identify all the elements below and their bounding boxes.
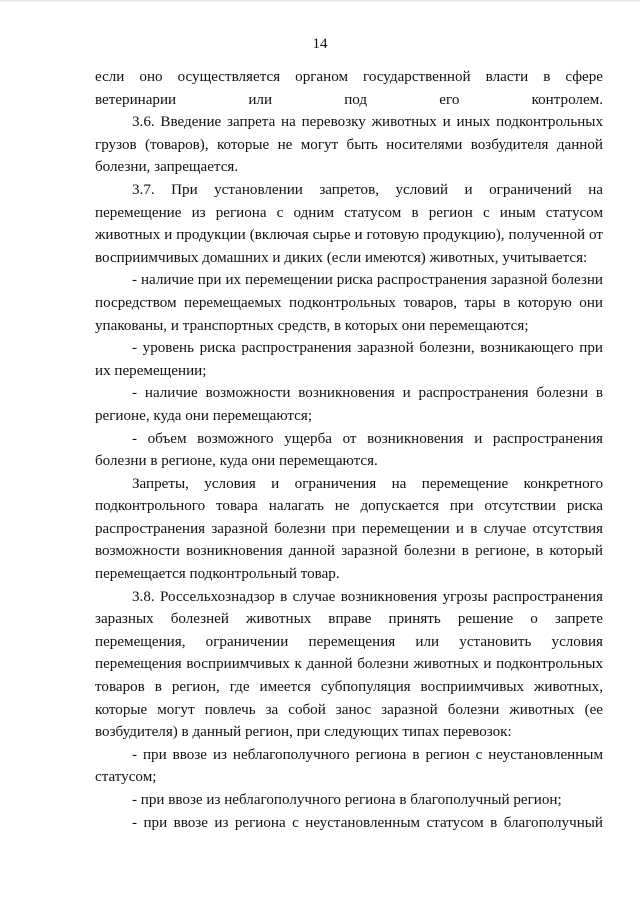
list-item-risk: - наличие при их перемещении риска распространения заразной болезни посредством перемещаемых подконтрольных товаров, тары в которую они упакованы, и транспортных средств, в которых они перемещаются;	[95, 272, 603, 334]
list-item-risk-level: - уровень риска распространения заразной болезни, возникающего при их перемещении;	[95, 340, 603, 379]
page-number: 14	[312, 36, 328, 52]
list-item-import-favorable: - при ввозе из неблагополучного региона в благополучный регион;	[132, 792, 562, 808]
paragraph-3-8: 3.8. Россельхознадзор в случае возникновения угрозы распространения заразных болезней животных вправе принять решение о запрете перемещения, ограничении перемещения или установить условия перемещения восприимчивых к данной болезни животных и подконтрольных товаров в регион, где имеется субпопуляция восприимчивых животных, которые могут повлечь за собой занос заразной болезни животных (ее возбудителя) в данный регион, при следующих типах перевозок:	[95, 588, 603, 741]
paragraph-3-7: 3.7. При установлении запретов, условий и ограничений на перемещение из региона с одним статусом в регион с иным статусом животных и продукции (включая сырье и готовую продукцию), полученной от восприимчивых домашних и диких (если имеются) животных, учитывается:	[95, 181, 603, 266]
list-item-possibility: - наличие возможности возникновения и распространения болезни в регионе, куда они перемещаются;	[95, 385, 603, 424]
document-body	[95, 66, 603, 834]
list-item-damage: - объем возможного ущерба от возникновения и распространения болезни в регионе, куда они перемещаются.	[95, 430, 603, 470]
list-item-import-unknown: - при ввозе из неблагополучного региона в регион с неустановленным статусом;	[95, 746, 603, 786]
paragraph-prohibitions: Запреты, условия и ограничения на перемещение конкретного подконтрольного товара налагать не допускается при отсутствии риска распространения заразной болезни при перемещении и в случае отсутствия возможности возникновения данной заразной болезни в регионе, в который перемещается подконтрольный товар.	[95, 475, 603, 583]
scan-edge	[0, 0, 640, 2]
paragraph-3-6: 3.6. Введение запрета на перевозку животных и иных подконтрольных грузов (товаров), которые не могут быть носителями возбудителя данной болезни, запрещается.	[95, 114, 603, 176]
list-item-import-cut: - при ввозе из региона с неустановленным статусом в благополучный	[132, 814, 603, 831]
paragraph-continuation: если оно осуществляется органом государственной власти в сфере ветеринарии или под его контролем.	[95, 69, 603, 108]
